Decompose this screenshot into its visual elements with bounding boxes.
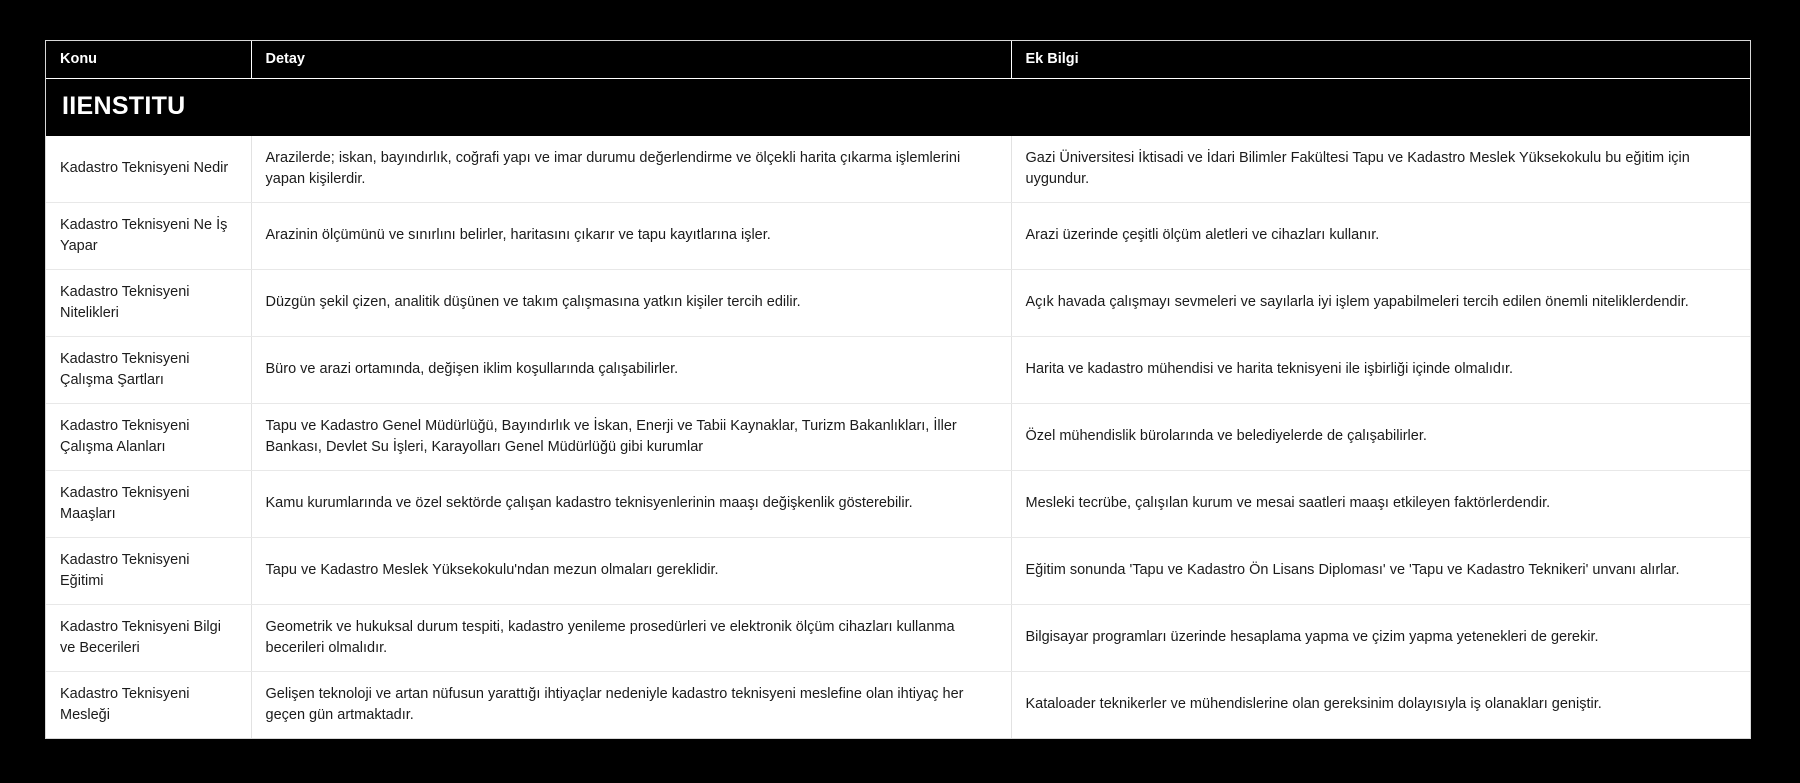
info-table-container [45,40,1751,739]
cell-detay: Geometrik ve hukuksal durum tespiti, kadastro yenileme prosedürleri ve elektronik ölçüm cihazları kullanma becerileri olmalıdır. [251,604,1011,671]
cell-detay: Tapu ve Kadastro Genel Müdürlüğü, Bayındırlık ve İskan, Enerji ve Tabii Kaynaklar, Turizm Bakanlıkları, İller Bankası, Devlet Su İşleri, Karayolları Genel Müdürlüğü gibi kurumlar [251,403,1011,470]
table-header-row [46,41,1750,79]
table-row [46,136,1750,203]
cell-konu: Kadastro Teknisyeni Mesleği [46,671,251,738]
cell-ek-bilgi: Harita ve kadastro mühendisi ve harita teknisyeni ile işbirliği içinde olmalıdır. [1011,336,1750,403]
cell-ek-bilgi: Özel mühendislik bürolarında ve belediyelerde de çalışabilirler. [1011,403,1750,470]
table-header [46,41,1750,79]
cell-konu: Kadastro Teknisyeni Çalışma Alanları [46,403,251,470]
cell-konu: Kadastro Teknisyeni Maaşları [46,470,251,537]
cell-detay: Tapu ve Kadastro Meslek Yüksekokulu'ndan mezun olmaları gereklidir. [251,537,1011,604]
table-row [46,336,1750,403]
brand-cell [46,79,1750,136]
cell-ek-bilgi: Eğitim sonunda 'Tapu ve Kadastro Ön Lisans Diploması' ve 'Tapu ve Kadastro Teknikeri' unvanı alırlar. [1011,537,1750,604]
kadastro-teknisyeni-table [46,41,1750,738]
brand-title: IIENSTITU [62,92,186,120]
cell-ek-bilgi: Açık havada çalışmayı sevmeleri ve sayılarla iyi işlem yapabilmeleri tercih edilen önemli niteliklerdendir. [1011,269,1750,336]
cell-detay: Arazinin ölçümünü ve sınırlını belirler, haritasını çıkarır ve tapu kayıtlarına işler. [251,202,1011,269]
table-body [46,136,1750,738]
table-row [46,604,1750,671]
cell-detay: Gelişen teknoloji ve artan nüfusun yarattığı ihtiyaçlar nedeniyle kadastro teknisyeni meslefine olan ihtiyaç her geçen gün artmaktadır. [251,671,1011,738]
cell-detay: Büro ve arazi ortamında, değişen iklim koşullarında çalışabilirler. [251,336,1011,403]
table-row [46,671,1750,738]
cell-konu: Kadastro Teknisyeni Ne İş Yapar [46,202,251,269]
table-row [46,202,1750,269]
column-header-ek-bilgi[interactable]: Ek Bilgi [1011,41,1750,79]
cell-ek-bilgi: Kataloader teknikerler ve mühendislerine olan gereksinim dolayısıyla iş olanakları geniştir. [1011,671,1750,738]
brand-row [46,79,1750,136]
table-row [46,269,1750,336]
cell-detay: Kamu kurumlarında ve özel sektörde çalışan kadastro teknisyenlerinin maaşı değişkenlik gösterebilir. [251,470,1011,537]
cell-konu: Kadastro Teknisyeni Çalışma Şartları [46,336,251,403]
column-header-detay[interactable]: Detay [251,41,1011,79]
cell-detay: Düzgün şekil çizen, analitik düşünen ve takım çalışmasına yatkın kişiler tercih edilir. [251,269,1011,336]
cell-detay: Arazilerde; iskan, bayındırlık, coğrafi yapı ve imar durumu değerlendirme ve ölçekli harita çıkarma işlemlerini yapan kişilerdir. [251,136,1011,203]
cell-ek-bilgi: Mesleki tecrübe, çalışılan kurum ve mesai saatleri maaşı etkileyen faktörlerdendir. [1011,470,1750,537]
cell-konu: Kadastro Teknisyeni Bilgi ve Becerileri [46,604,251,671]
cell-konu: Kadastro Teknisyeni Nedir [46,136,251,203]
table-row [46,470,1750,537]
cell-konu: Kadastro Teknisyeni Eğitimi [46,537,251,604]
cell-ek-bilgi: Gazi Üniversitesi İktisadi ve İdari Bilimler Fakültesi Tapu ve Kadastro Meslek Yüksekokulu bu eğitim için uygundur. [1011,136,1750,203]
cell-ek-bilgi: Arazi üzerinde çeşitli ölçüm aletleri ve cihazları kullanır. [1011,202,1750,269]
table-caption-body [46,79,1750,136]
cell-ek-bilgi: Bilgisayar programları üzerinde hesaplama yapma ve çizim yapma yetenekleri de gerekir. [1011,604,1750,671]
table-row [46,403,1750,470]
table-row [46,537,1750,604]
column-header-konu[interactable]: Konu [46,41,251,79]
cell-konu: Kadastro Teknisyeni Nitelikleri [46,269,251,336]
